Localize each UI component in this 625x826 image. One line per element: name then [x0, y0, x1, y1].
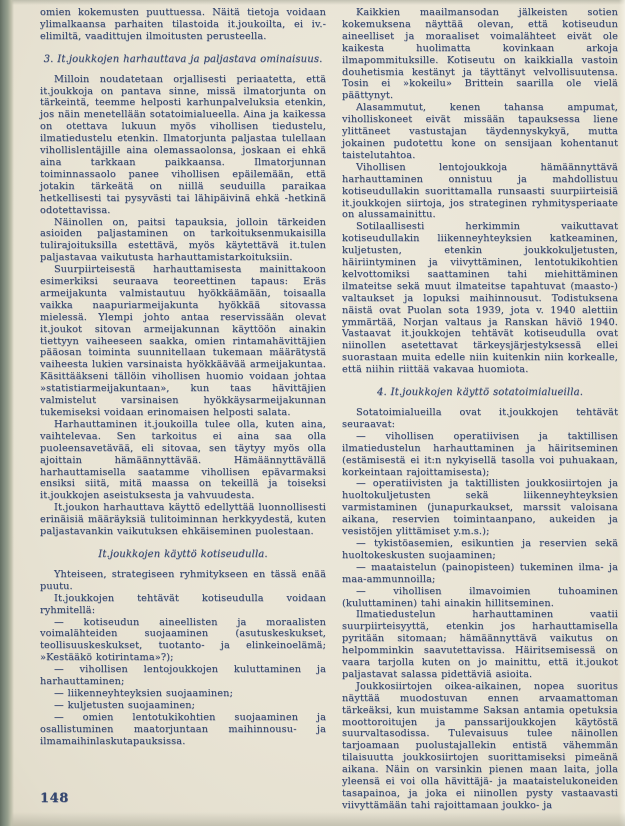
- paragraph: Alasammutut, kenen tahansa ampumat, viholliskoneet eivät missään tapauksessa liene ylittäneet vastustajan täydennyskykyä, mutta jokainen pudotettu kone on sensijaan kohentanut taistelutahtoa.: [342, 102, 618, 161]
- scan-bottom-shadow: [0, 812, 625, 826]
- paragraph: It.joukon harhauttava käyttö edellyttää luonnollisesti erinäisiä määräyksiä tulitoiminnan herkkyydestä, kuten paljastavankin vaikutuksen ehkäiseminen puolestaan.: [40, 502, 326, 538]
- page-number: 148: [40, 791, 69, 807]
- paragraph: Milloin noudatetaan orjallisesti periaatetta, että it.joukkoja on pantava sinne, missä ilmatorjunta on tärkeintä, teemme helposti karhunpalveluksia etenkin, jos näin menetellään sotatoimialueella. Aina ja kaikessa on otettava lukuun myös vihollisen tiedustelu, ilmatiedustelu etenkin. Ilmatorjunta paljastaa tulellaan vihollislentäjille aina olemassaolonsa, joskaan ei ehkä aina tarkkaan paikkaansa. Ilmatorjunnan toiminnassaolo panee vihollisen epäilemään, että jotakin tärkeätä on niillä seuduilla paraikaa hetkellisesti tai pysyvästi tai lähipäivinä ehkä -hetkinä odotettavissa.: [40, 73, 326, 216]
- scan-left-edge: [0, 0, 14, 826]
- list-item: — tykistöasemien, esikuntien ja reservien sekä huoltokeskusten suojaaminen;: [342, 537, 618, 561]
- list-item: — omien lentotukikohtien suojaaminen ja osallistuminen maatorjuntaan maihinnousu- ja ilmamaihinlaskutapauksissa.: [40, 711, 326, 747]
- right-column: [342, 7, 618, 812]
- paragraph: Vihollisen lentojoukkoja hämäännyttävä harhauttaminen onnistuu ja mahdollistuu kotiseudullakin suorittamalla runsaasti suurpiirteisiä it.joukkojen siirtoja, jos strateginen ryhmitysperiaate on alussamainittu.: [342, 161, 618, 221]
- scan-right-edge: [619, 0, 625, 826]
- paragraph: It.joukkojen tehtävät kotiseudulla voidaan ryhmitellä:: [40, 592, 326, 616]
- paragraph: Harhauttaminen it.joukoilla tulee olla, kuten aina, vaihtelevaa. Sen tarkoitus ei aina saa olla puoleensavetävää, eli sitovaa, sen täytyy myös olla ajoittain hämäännyttävää. Hämäännyttävällä harhauttamisella saatamme vihollisen epävarmaksi ensiksi siitä, mitä maassa on tekeillä ja toiseksi it.joukkojen aseistuksesta ja vahvuudesta.: [40, 418, 326, 502]
- list-item: — liikenneyhteyksien suojaaminen;: [54, 687, 233, 699]
- paragraph: Joukkosiirtojen oikea-aikainen, nopea suoritus näyttää muodostuvan ennen arvaamattoman tärkeäksi, kun muistamme Saksan antamia opetuksia moottoroitujen ja panssarijoukkojen käytöstä suurvaltasodissa. Tulevaisuus tulee näinollen tarjoamaan puolustajallekin entistä vähemmän tilaisuutta joukkosiirtojen suorittamiseksi pimeänä aikana. Näin on varsinkin pienen maan laita, jolla yleensä ei voi olla hävittäjä- ja maataistelukoneiden tasapainoa, ja joka ei niinollen pysty vastaavasti viivyttämään tahi rajoittamaan joukko- ja: [342, 680, 618, 811]
- list-item: — kuljetusten suojaaminen;: [54, 699, 196, 711]
- heading-numbered: 4. It.joukkojen käyttö sotatoimialueilla.: [376, 387, 584, 399]
- paragraph: Kaikkien maailmansodan jälkeisten sotien kokemuksena näyttää olevan, että kotiseudun aineelliset ja moraaliset voimalähteet eivät ole kaikesta huolimatta kovinkaan arkoja ilmapommituksille. Kotiseutu on kaikkialla vastoin douhetismia kestänyt ja täyttänyt velvollisuutensa. Tosin ei »kokeilu» Brittein saarilla ole vielä päättynyt.: [342, 7, 618, 102]
- paragraph: Sotatoimialueilla ovat it.joukkojen tehtävät seuraavat:: [342, 407, 618, 430]
- heading-centered: It.joukkojen käyttö kotiseudulla.: [98, 548, 268, 560]
- paragraph: Suurpiirteisestä harhauttamisesta mainittakoon esimerkiksi seuraava teoreettinen tapaus: Eräs armeijakunta valmistautuu hyökkäämään, toisaalla vaikka naapuriarmeijakunta hyökkää sitovassa mielessä. Ylempi johto antaa reservissään olevat it.joukot sitovan armeijakunnan käyttöön ainakin tiettyyn vaiheeseen saakka, omien rintamahävittäjien pääosan toiminta suunnitellaan tukemaan määrätystä vaiheesta lukien varsinaista hyökkäävää armeijakuntaa. Käsittääkseni tällöin vihollisen huomio voidaan johtaa »statistiarmeijakuntaan», kun taas hävittäjien valmistelut varsinaisen hyökkäysarmeijakunnan tukemiseksi voidaan erinomaisen helposti salata.: [40, 264, 326, 418]
- list-item: — vihollisen operatiivisen ja taktillisen ilmatiedustelun harhauttaminen ja häiritseminen (estämisestä ei it:n nykyisellä tasolla voi puhuakaan, korkeintaan rajoittamisesta);: [342, 430, 618, 478]
- paragraph: Sotilaallisesti herkimmin vaikuttavat kotiseudullakin liikenneyhteyksien katkeaminen, kuljetusten, etenkin joukkokuljetusten, häiriintyminen ja viivyttäminen, lentotukikohtien kelvottomiksi saattaminen tahi miehittäminen ilmateitse sekä muut ilmateitse tapahtuvat (maasto-) valtaukset ja lopuksi maihinnousut. Todistuksena näistä ovat Puolan sota 1939, jota v. 1940 alettiin ymmärtää, Norjan valtaus ja Ranskan häviö 1940. Vastaavat it.joukkojen tehtävät kotiseudulla ovat niinollen asetettavat tärkeysjärjestyksessä ellei suorastaan muita edelle niin kuitenkin niin korkealle, että niihin riittää vakavaa huomiota.: [342, 221, 618, 376]
- heading-numbered: 3. It.joukkojen harhauttava ja paljastava ominaisuus.: [43, 53, 323, 65]
- list-item: — vihollisen lentojoukkojen kuluttaminen ja harhauttaminen;: [40, 664, 326, 688]
- list-item: — vihollisen ilmavoimien tuhoaminen (kuluttaminen) tahi ainakin hillitseminen.: [342, 585, 618, 609]
- scan-top-edge: [0, 0, 625, 5]
- list-item: — kotiseudun aineellisten ja moraalisten voimalähteiden suojaaminen (asutuskeskukset, teollisuuskeskukset, tuotanto- ja elinkeinoelämä; »Kestääkö kotirintama»?);: [40, 616, 326, 664]
- paragraph: Ilmatiedustelun harhauttaminen vaatii suurpiirteisyyttä, etenkin jos harhauttamisella pyritään sitomaan; hämäännyttävä vaikutus on helpomminkin saavutettavissa. Häiritsemisessä on vaara tarjolla kuten on jo mainittu, että it.joukot paljastavat salassa pidettäviä asioita.: [342, 609, 618, 680]
- paragraph: Yhteiseen, strategiseen ryhmitykseen en tässä enää puutu.: [40, 568, 326, 592]
- list-item: — maataistelun (painopisteen) tukeminen ilma- ja maa-ammunnoilla;: [342, 561, 618, 585]
- list-item: — operatiivisten ja taktillisten joukkosiirtojen ja huoltokuljetusten sekä liikenneyhteyksien varmistaminen (junapurkaukset, marssit valoisana aikana, reservien toimintaanpano, aukeiden ja vesistöjen ylittämiset y.m.s.);: [342, 478, 618, 538]
- continuation: omien kokemusten puuttuessa. Näitä tietoja voidaan ylimalkaansa parhaiten tilastoida it.joukoilta, ei iv.-elimiltä, vaadittujen ilmoitusten perusteella.: [40, 7, 326, 42]
- paragraph: Näinollen on, paitsi tapauksia, jolloin tärkeiden asioiden paljastaminen on tarkoituksenmukaisilla tulirajoituksilla estettävä, myös käytettävä it.tulen paljastavaa vaikutusta harhauttamistarkoituksiin.: [40, 216, 326, 264]
- left-column: [40, 7, 326, 812]
